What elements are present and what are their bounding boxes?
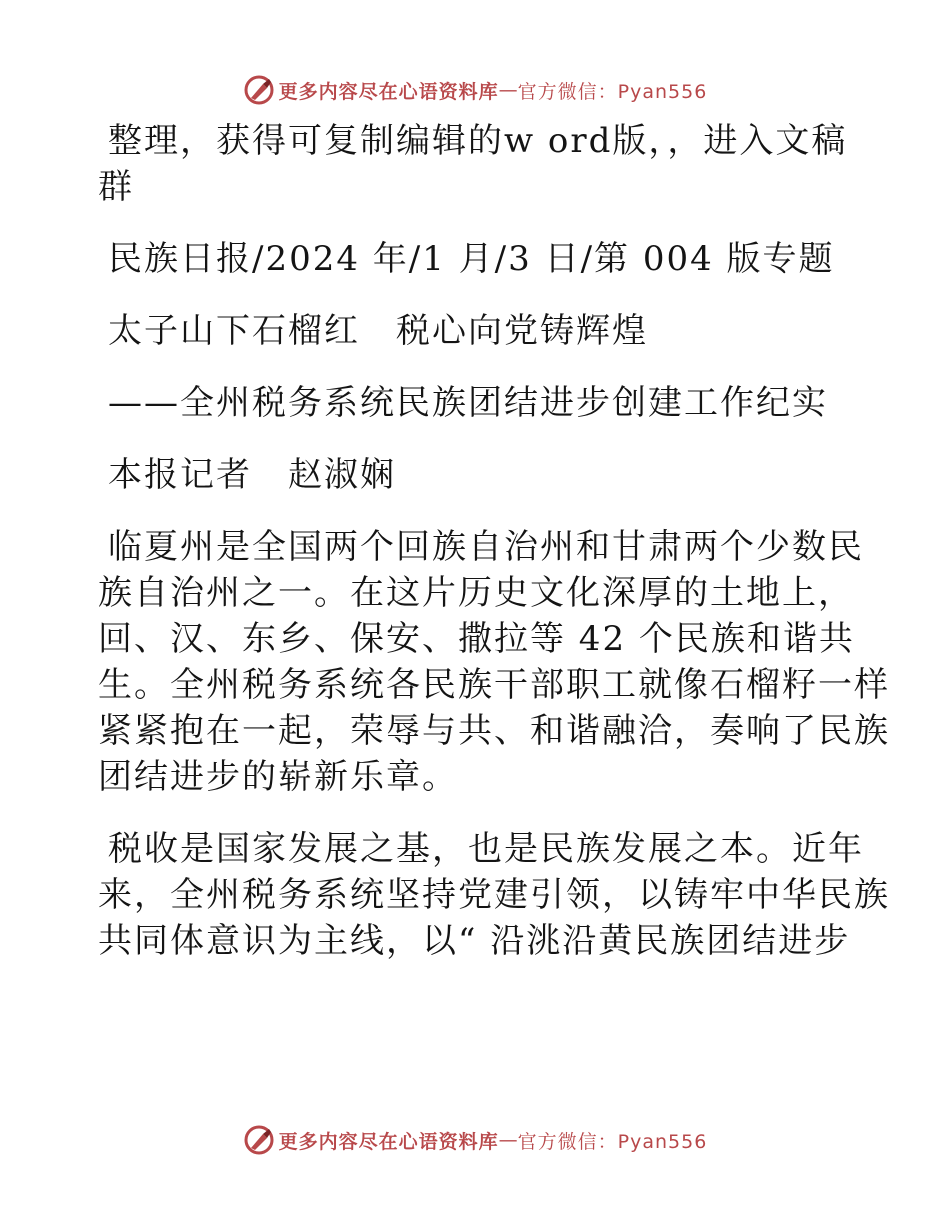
watermark-text: 更多内容尽在心语资料库 (278, 80, 499, 103)
source-line: 民族日报/2024 年/1 月/3 日/第 004 版专题 (108, 239, 835, 279)
paragraph-line: 紧紧抱在一起，荣辱与共、和谐融洽，奏响了民族 (98, 711, 890, 751)
paragraph-line: 临夏州是全国两个回族自治州和甘肃两个少数民 (108, 527, 864, 567)
paragraph-2 (98, 826, 890, 964)
watermark-wechat: 官方微信：Pyan556 (517, 1130, 708, 1153)
paragraph-line: 族自治州之一。在这片历史文化深厚的土地上， (98, 573, 854, 613)
watermark-wechat: 官方微信：Pyan556 (517, 80, 708, 103)
paragraph-line: 税收是国家发展之基，也是民族发展之本。近年 (108, 829, 864, 869)
watermark-dash: — (498, 1129, 518, 1151)
header-watermark (0, 70, 950, 110)
footer-watermark (0, 1120, 950, 1160)
intro-block (98, 118, 868, 210)
intro-line: 整理，获得可复制编辑的w ord版，，进入文稿 (108, 121, 848, 161)
watermark-text: 更多内容尽在心语资料库 (278, 1130, 499, 1153)
watermark-dash: — (498, 79, 518, 101)
paragraph-line: 回、汉、东乡、保安、撒拉等 42 个民族和谐共 (98, 619, 855, 659)
article-title: 太子山下石榴红 税心向党铸辉煌 (108, 311, 648, 351)
byline: 本报记者 赵淑娴 (108, 455, 396, 495)
paragraph-line: 生。全州税务系统各民族干部职工就像石榴籽一样 (98, 665, 890, 705)
pen-logo-icon (243, 74, 275, 106)
paragraph-line: 团结进步的崭新乐章。 (98, 757, 458, 797)
article-subtitle: ——全州税务系统民族团结进步创建工作纪实 (108, 383, 828, 423)
paragraph-1 (98, 524, 890, 800)
paragraph-line: 来，全州税务系统坚持党建引领，以铸牢中华民族 (98, 875, 890, 915)
paragraph-line: 共同体意识为主线，以“ 沿洮沿黄民族团结进步 (98, 921, 851, 961)
intro-line: 群 (98, 167, 134, 207)
pen-logo-icon (243, 1124, 275, 1156)
document-body (98, 118, 890, 990)
